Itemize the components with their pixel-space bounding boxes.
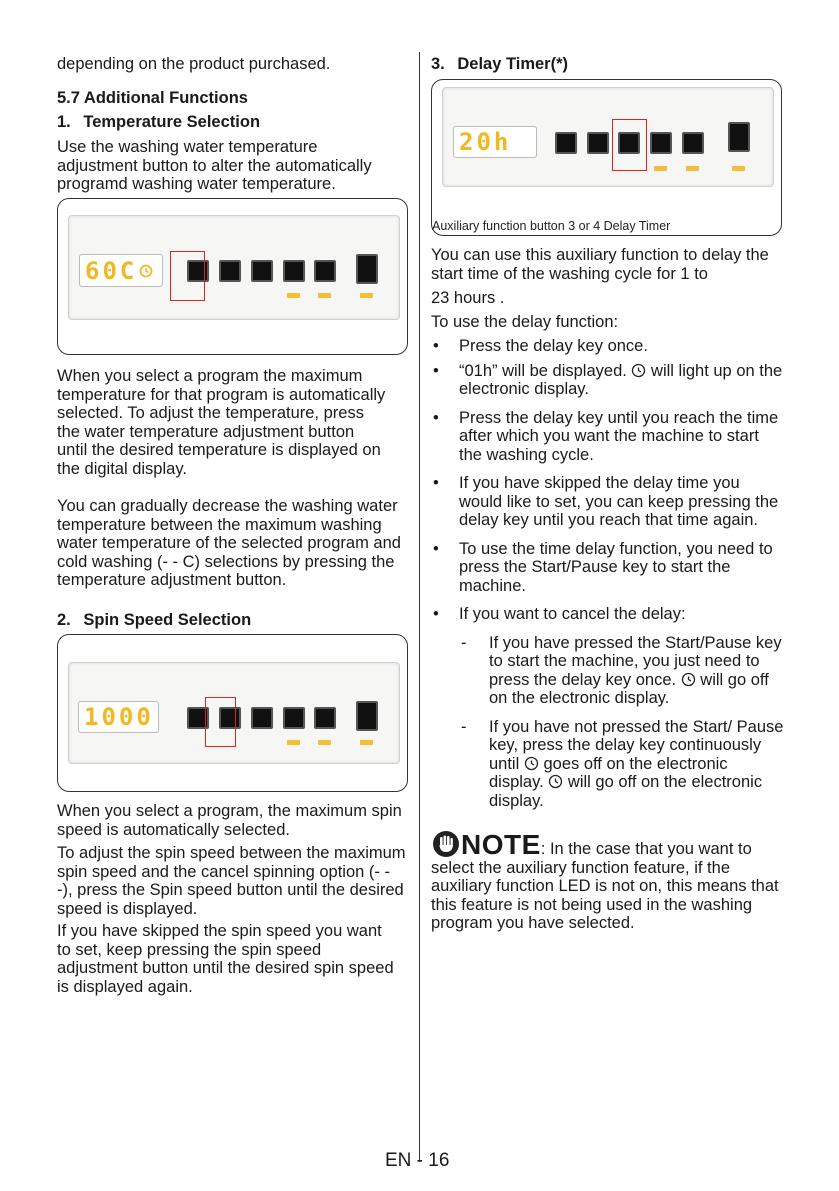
section-title: 5.7 Additional Functions	[57, 89, 248, 107]
temperature-paragraph-1: Use the washing water temperature adjustment button to alter the automatically programd washing water temperature.	[57, 138, 372, 193]
dash: -	[461, 633, 467, 652]
control-panel-delay	[431, 79, 782, 236]
aux-button-2[interactable]	[650, 132, 672, 154]
list-item	[431, 337, 786, 356]
clock-icon	[681, 672, 696, 687]
start-pause-button[interactable]	[356, 254, 378, 284]
led-1	[654, 166, 667, 171]
start-pause-button[interactable]	[728, 122, 750, 152]
panel-caption: Auxiliary function button 3 or 4 Delay Timer	[432, 219, 671, 233]
list-item-text: To use the time delay function, you need to press the Start/Pause key to start the machine.	[459, 539, 773, 595]
delay-paragraph-2: 23 hours .	[431, 289, 505, 307]
display-value: 20h	[459, 128, 512, 156]
column-divider	[419, 52, 420, 1162]
led-2	[318, 293, 331, 298]
note-block	[431, 830, 781, 933]
sublist-item	[459, 634, 786, 708]
aux-button-2[interactable]	[283, 707, 305, 729]
list-item-text: “01h” will be displayed.	[459, 361, 627, 380]
digital-display	[453, 126, 537, 158]
display-value: 60C	[85, 256, 138, 285]
delay-steps-list	[431, 337, 786, 820]
aux-button-1[interactable]	[251, 707, 273, 729]
list-item	[431, 474, 786, 530]
spin-button[interactable]	[219, 260, 241, 282]
heading-number: 1.	[57, 113, 71, 131]
list-item-text: If you have skipped the delay time you would like to set, you can keep pressing the delay key until you reach that time again.	[459, 474, 779, 529]
sublist-item-text: If you have not pressed the Start/ Pause key, press the delay key continuously until	[489, 717, 784, 773]
cancel-delay-sublist	[459, 634, 786, 811]
aux-button-2[interactable]	[283, 260, 305, 282]
list-item-text: If you want to cancel the delay:	[459, 605, 686, 623]
spin-paragraph-2: To adjust the spin speed between the maximum spin speed and the cancel spinning option (- - -), press the Spin speed button until the desired speed is displayed.	[57, 844, 406, 918]
led-3	[360, 293, 373, 298]
temperature-paragraph-3: You can gradually decrease the washing water temperature between the maximum washing water temperature of the selected program and cold washing (- - C) selections by pressing the temperature adjustment button.	[57, 497, 401, 589]
list-item	[431, 540, 786, 596]
highlight-box	[170, 251, 205, 301]
heading-title: Delay Timer(*)	[457, 55, 569, 73]
spin-paragraph-3: If you have skipped the spin speed you want to set, keep pressing the spin speed adjustment button until the desired spin speed is displayed again.	[57, 922, 394, 996]
list-item	[431, 362, 786, 399]
led-2	[686, 166, 699, 171]
bullet: •	[433, 474, 439, 492]
hand-stop-icon	[431, 830, 461, 858]
digital-display	[79, 254, 163, 287]
heading-delay-timer	[431, 55, 568, 74]
led-1	[287, 293, 300, 298]
list-item-text: Press the delay key until you reach the time after which you want the machine to start the washing cycle.	[459, 408, 779, 464]
highlight-box	[205, 697, 236, 747]
sublist-item-text: If you have pressed the Start/Pause key to start the machine, you just need to press the delay key once.	[489, 633, 782, 689]
heading-spin-speed-selection	[57, 611, 251, 630]
start-pause-button[interactable]	[356, 701, 378, 731]
panel-face	[442, 87, 774, 187]
sublist-item-text: will go off on the electronic display.	[489, 670, 769, 707]
bullet: •	[433, 408, 439, 427]
list-item-text: will light up on the electronic display.	[459, 361, 783, 398]
led-1	[287, 740, 300, 745]
heading-number: 2.	[57, 611, 71, 629]
sublist-item-text: goes off on the electronic display.	[489, 754, 728, 791]
bullet: •	[433, 337, 439, 355]
note-text: : In the case that you want to select the auxiliary function feature, if the auxiliary function LED is not on, this means that this feature is not being used in the washing program you have selected.	[431, 840, 779, 932]
control-panel-spin	[57, 634, 408, 792]
heading-temperature-selection	[57, 113, 260, 132]
note-label: NOTE	[461, 829, 541, 860]
list-item-text: Press the delay key once.	[459, 337, 648, 355]
clock-icon	[524, 756, 539, 771]
digital-display	[78, 701, 159, 733]
led-3	[360, 740, 373, 745]
page-number: EN - 16	[385, 1150, 450, 1171]
delay-paragraph-3: To use the delay function:	[431, 313, 619, 331]
control-panel-temperature	[57, 198, 408, 355]
temperature-button[interactable]	[555, 132, 577, 154]
heading-title: Spin Speed Selection	[83, 611, 252, 629]
heading-number: 3.	[431, 55, 445, 73]
intro-text: depending on the product purchased.	[57, 55, 331, 73]
spin-paragraph-1: When you select a program, the maximum spin speed is automatically selected.	[57, 802, 402, 839]
sublist-item	[459, 718, 786, 811]
delay-paragraph-1: You can use this auxiliary function to delay the start time of the washing cycle for 1 to	[431, 246, 769, 283]
bullet: •	[433, 539, 439, 558]
clock-icon	[139, 264, 153, 278]
aux-button-3[interactable]	[314, 707, 336, 729]
clock-icon	[548, 774, 563, 789]
highlight-box	[612, 119, 647, 171]
led-3	[732, 166, 745, 171]
led-2	[318, 740, 331, 745]
panel-face	[68, 215, 400, 320]
bullet: •	[433, 605, 439, 623]
aux-button-1[interactable]	[251, 260, 273, 282]
sublist-item-text: will go off on the electronic display.	[489, 773, 763, 810]
temperature-paragraph-2: When you select a program the maximum temperature for that program is automatically selected. To adjust the temperature, press the water temperature adjustment button until the desired temperature is displayed on the digital display.	[57, 367, 386, 478]
clock-icon	[631, 363, 646, 378]
list-item	[431, 605, 786, 810]
dash: -	[461, 717, 467, 736]
display-value: 1000	[84, 703, 154, 731]
aux-button-3[interactable]	[314, 260, 336, 282]
heading-title: Temperature Selection	[83, 113, 261, 131]
spin-button[interactable]	[587, 132, 609, 154]
aux-button-3[interactable]	[682, 132, 704, 154]
list-item	[431, 409, 786, 465]
bullet: •	[433, 361, 439, 380]
